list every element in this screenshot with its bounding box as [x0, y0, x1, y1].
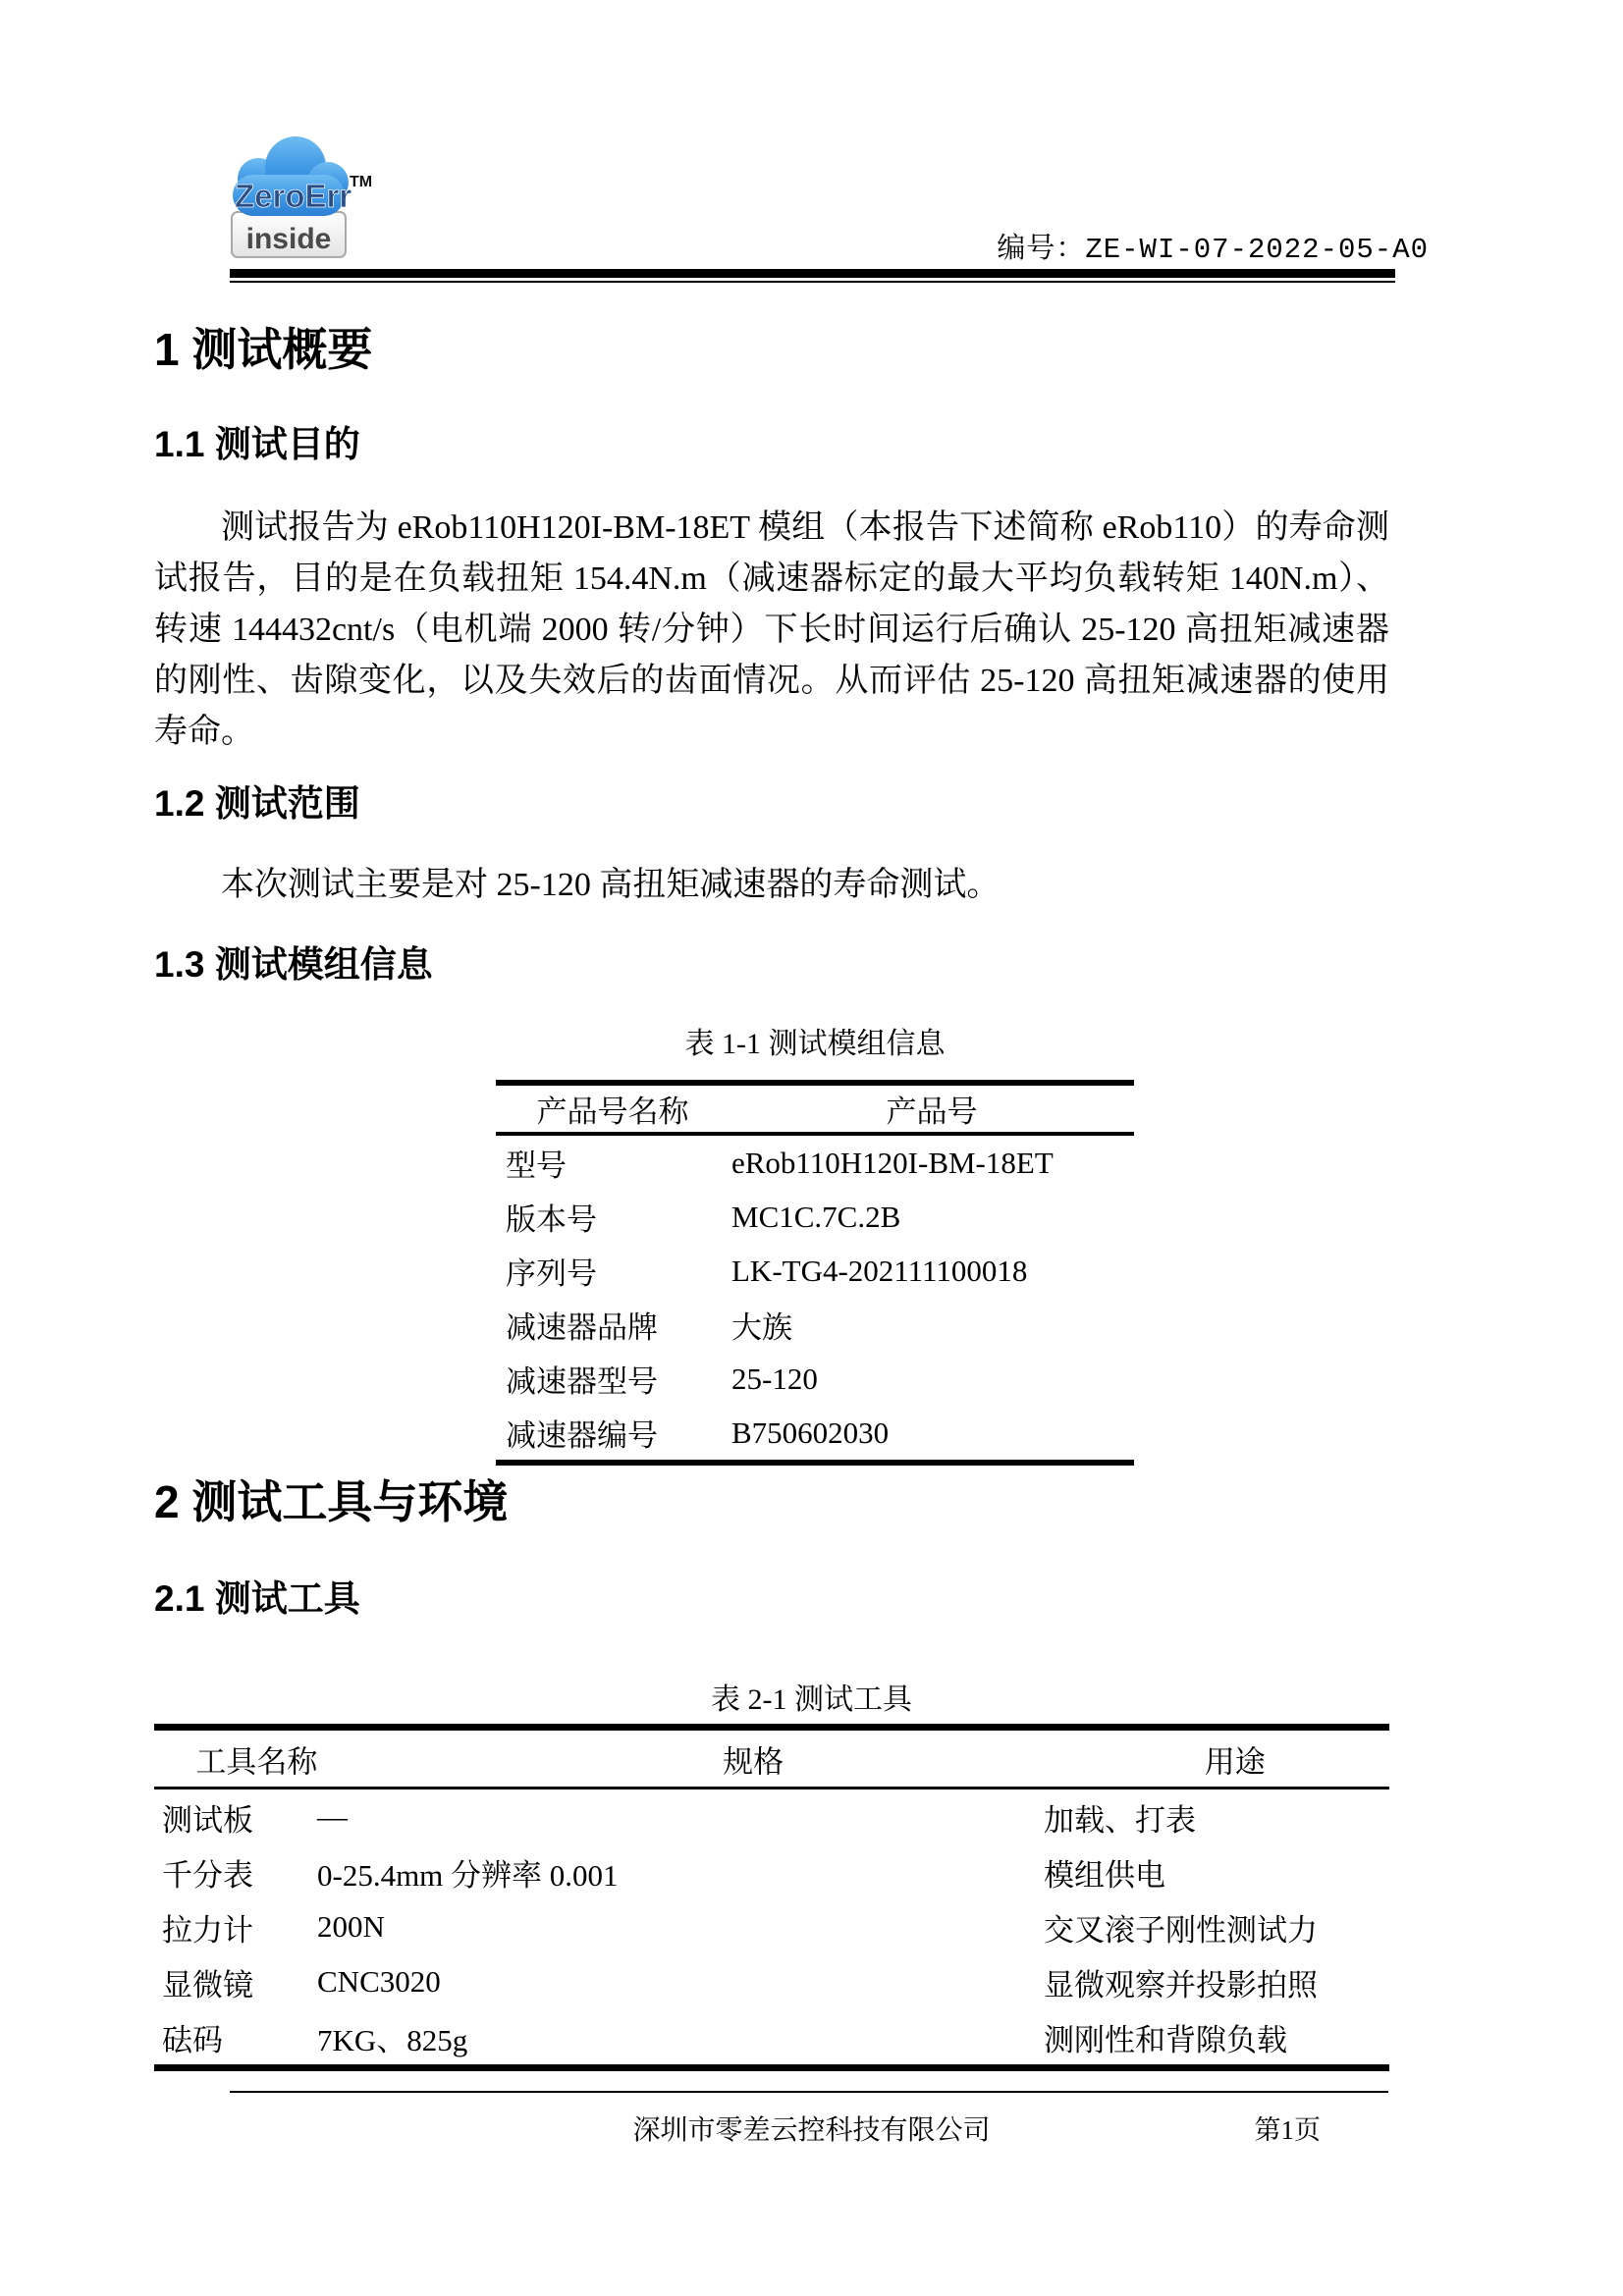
row-label: 型号	[506, 1148, 567, 1183]
section-1-2-paragraph: 本次测试主要是对 25-120 高扭矩减速器的寿命测试。	[221, 867, 1001, 903]
row-value: 大族	[731, 1310, 792, 1345]
col-header-usage: 用途	[1204, 1744, 1266, 1779]
row-value: MC1C.7C.2B	[731, 1199, 901, 1234]
footer-divider	[230, 2091, 1388, 2093]
doc-number: 编号：ZE-WI-07-2022-05-A0	[997, 234, 1429, 266]
brand-text: ZeroErr	[235, 178, 352, 214]
table-row	[496, 1134, 1134, 1190]
tool-spec: 0-25.4mm 分辨率 0.001	[317, 1857, 619, 1893]
row-label: 减速器型号	[506, 1364, 658, 1399]
tool-name: 显微镜	[162, 1967, 253, 2002]
inside-badge	[232, 212, 346, 257]
row-value: LK-TG4-202111100018	[731, 1253, 1028, 1288]
section-1-1-paragraph: 测试报告为 eRob110H120I-BM-18ET 模组（本报告下述简称 eRob110）的寿命测试报告，目的是在负载扭矩 154.4N.m（减速器标定的最大平均负载转矩 140N.m）、转速 144432cnt/s（电机端 2000 转/分钟）下长时间运行后确认 25-120 高扭矩减速器的刚性、齿隙变化，以及失效后的齿面情况。从而评估 25-120 高扭矩减速器的使用寿命。	[154, 509, 1389, 750]
table-row	[154, 1789, 1389, 1845]
row-label: 版本号	[506, 1202, 597, 1237]
table-row	[496, 1352, 1134, 1406]
inside-label: inside	[245, 223, 332, 255]
row-value: 25-120	[731, 1361, 818, 1396]
row-value: B750602030	[731, 1415, 890, 1450]
row-label: 序列号	[506, 1256, 597, 1291]
section-1-1-title: 1.1 测试目的	[154, 424, 360, 464]
col-header-product-no: 产品号	[886, 1095, 978, 1129]
tool-spec: 200N	[317, 1909, 385, 1944]
table-2-caption: 表 2-1 测试工具	[711, 1683, 912, 1716]
table-1-caption: 表 1-1 测试模组信息	[684, 1028, 946, 1060]
table-row	[496, 1298, 1134, 1352]
test-tools-table	[154, 1724, 1389, 2071]
tool-usage: 测刚性和背隙负载	[1044, 2022, 1287, 2057]
tool-spec: —	[317, 1799, 348, 1834]
tool-name: 测试板	[162, 1802, 253, 1838]
footer-company: 深圳市零差云控科技有限公司	[632, 2115, 991, 2146]
module-info-table	[496, 1080, 1134, 1466]
section-1-3-title: 1.3 测试模组信息	[154, 944, 433, 985]
section-2-title: 2 测试工具与环境	[154, 1476, 509, 1527]
table-row	[496, 1190, 1134, 1244]
table-header-cells	[154, 1728, 1389, 1789]
tool-usage: 加载、打表	[1044, 1802, 1196, 1838]
table-row	[154, 1899, 1389, 1954]
header-divider	[230, 269, 1395, 283]
trademark-symbol: TM	[350, 174, 373, 190]
table-row	[496, 1406, 1134, 1463]
row-label: 减速器品牌	[506, 1310, 658, 1345]
row-value: eRob110H120I-BM-18ET	[731, 1145, 1054, 1180]
col-header-product-name: 产品号名称	[536, 1095, 689, 1129]
tool-usage: 交叉滚子刚性测试力	[1044, 1912, 1318, 1948]
col-header-spec: 规格	[723, 1744, 784, 1779]
row-label: 减速器编号	[506, 1418, 658, 1453]
tool-name: 千分表	[162, 1857, 253, 1893]
section-1-2-title: 1.2 测试范围	[154, 783, 360, 824]
tool-usage: 显微观察并投影拍照	[1044, 1967, 1318, 2002]
footer-page-number: 第1页	[1254, 2115, 1321, 2145]
table-row	[154, 2009, 1389, 2068]
section-2-1-title: 2.1 测试工具	[154, 1578, 360, 1619]
tool-spec: 7KG、825g	[317, 2022, 468, 2057]
table-row	[154, 1954, 1389, 2009]
table-row	[496, 1244, 1134, 1298]
zeroerr-logo-icon	[229, 128, 378, 261]
tool-name: 砝码	[162, 2022, 223, 2057]
table-header-row	[154, 1728, 1389, 1789]
tool-name: 拉力计	[162, 1912, 253, 1948]
tool-usage: 模组供电	[1044, 1857, 1165, 1893]
tool-spec: CNC3020	[317, 1964, 441, 1999]
zeroerr-logo	[229, 128, 378, 261]
section-1-title: 1 测试概要	[154, 324, 373, 375]
table-header-row	[496, 1083, 1134, 1134]
table-row	[154, 1844, 1389, 1899]
col-header-tool-name: 工具名称	[195, 1744, 318, 1779]
